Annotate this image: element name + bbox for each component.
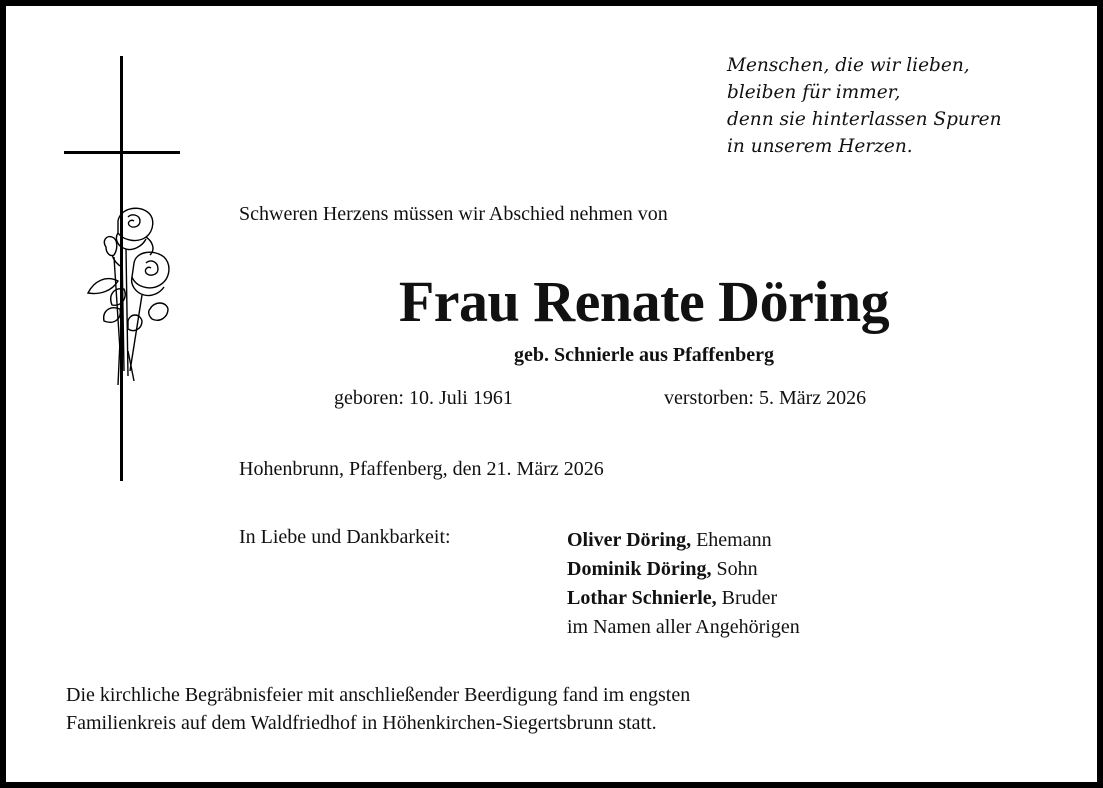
death-date: verstorben: 5. März 2026 bbox=[664, 387, 867, 409]
mourner-entry bbox=[567, 584, 800, 613]
mourner-name: Dominik Döring, bbox=[567, 558, 712, 580]
mourner-name: Lothar Schnierle, bbox=[567, 587, 717, 609]
mourner-entry bbox=[567, 555, 800, 584]
mourner-relation: Ehemann bbox=[691, 529, 772, 551]
poem-line: Menschen, die wir lieben, bbox=[727, 55, 970, 76]
poem-line: bleiben für immer, bbox=[727, 82, 901, 103]
funeral-notice bbox=[66, 681, 690, 737]
place-date: Hohenbrunn, Pfaffenberg, den 21. März 2026 bbox=[239, 458, 604, 480]
maiden-name: geb. Schnierle aus Pfaffenberg bbox=[514, 344, 774, 366]
mourner-relation: Sohn bbox=[711, 558, 758, 580]
birth-date: geboren: 10. Juli 1961 bbox=[334, 387, 513, 409]
mourners-label: In Liebe und Dankbarkeit: bbox=[239, 526, 451, 548]
mourner-entry bbox=[567, 526, 800, 555]
deceased-name: Frau Renate Döring bbox=[398, 269, 890, 334]
poem-line: in unserem Herzen. bbox=[727, 136, 913, 157]
mourners-list bbox=[567, 526, 800, 642]
poem-line: denn sie hinterlassen Spuren bbox=[727, 109, 1002, 130]
funeral-line: Familienkreis auf dem Waldfriedhof in Höhenkirchen-Siegertsbrunn statt. bbox=[66, 712, 657, 734]
intro-text: Schweren Herzens müssen wir Abschied nehmen von bbox=[239, 203, 668, 225]
mourner-relation: Bruder bbox=[716, 587, 778, 609]
cross-horizontal-bar bbox=[64, 151, 180, 154]
mourners-closing: im Namen aller Angehörigen bbox=[567, 616, 800, 638]
poem bbox=[727, 52, 1002, 160]
mourner-name: Oliver Döring, bbox=[567, 529, 692, 551]
funeral-line: Die kirchliche Begräbnisfeier mit anschließender Beerdigung fand im engsten bbox=[66, 684, 691, 706]
